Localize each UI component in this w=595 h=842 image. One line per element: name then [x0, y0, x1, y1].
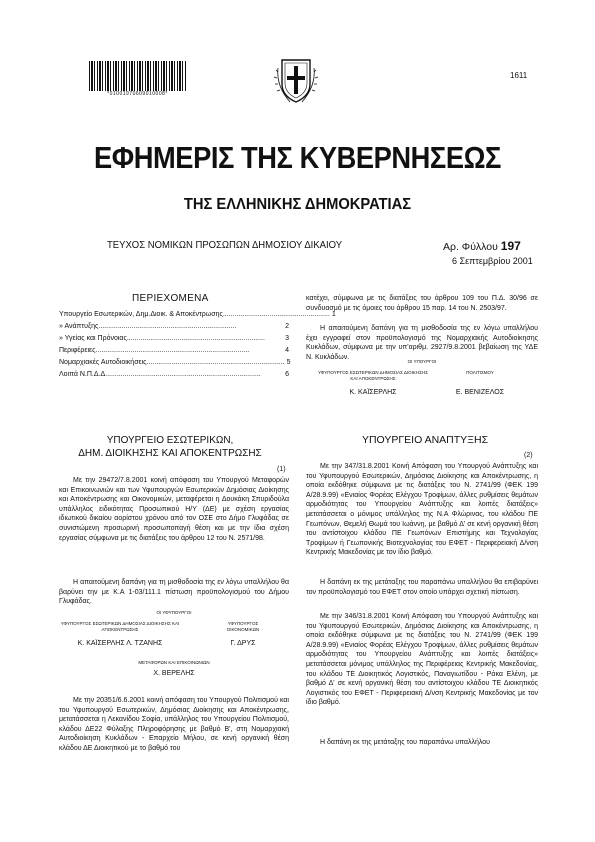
issue-label: Αρ. Φύλλου — [443, 241, 498, 253]
toc-item: Λοιπά Ν.Π.Δ.Δ. ............................................................................... 6 — [59, 371, 289, 378]
paragraph: Η δαπάνη εκ της μετάταξης του παραπάνω υπαλλήλου — [320, 739, 490, 746]
issue-number — [443, 239, 521, 253]
signature-heading: ΟΙ ΥΦΥΠΟΥΡΓΟΙ — [156, 610, 192, 615]
signature-name: Κ. ΚΑΪΣΕΡΛΗΣ Λ. ΤΖΑΝΗΣ — [77, 640, 163, 647]
paragraph: κατέχει, σύμφωνα με τις διατάξεις του άρθρου 109 του Π.Δ. 30/96 σε συνδυασμό με τις όμοιες του άρθρου 15 παρ. 14 του Ν. 2503/97. — [306, 295, 538, 312]
issue-number-value: 197 — [500, 239, 521, 253]
section-title-development: ΥΠΟΥΡΓΕΙΟ ΑΝΑΠΤΥΞΗΣ — [361, 434, 489, 446]
paragraph: Με την 347/31.8.2001 Κοινή Απόφαση του Υπουργού Ανάπτυξης και του Υφυπουργού Εσωτερικών, Δημόσιας Διοίκησης και Αποκέντρωσης, η οποία εκδόθηκε σύμφωνα με τις διατάξεις του Ν. 2741/99 (ΦΕΚ 199 Α/28.9.99) «Ενιαίος Φορέας Ελέγχου Τροφίμων, άλλες ρυθμίσεις θεμάτων αρμοδιότητας του Υπουργείου Ανάπτυξης και λοιπές διατάξεις» μετατάσσεται ο μόνιμος υπάλληλος της Ν.Α Φλώρινας, του κλάδου ΠΕ Γεωπόνων, Θεμελή Θωμά του Ιωάννη, με βαθμό Δ' σε κενή οργανική θέση του αντίστοιχου κλάδου ΠΕ Γεωπόνων Επιστήμης και Τεχνολογίας Τροφίμων ή Γεωπονικής Βιοτεχνολογίας του ΕΦΕΤ - Περιφερειακή Δ/νση Κεντρικής Μακεδονίας με τον ίδιο βαθμό. — [306, 463, 538, 557]
signature-name: Κ. ΚΑΪΣΕΡΛΗΣ — [349, 389, 397, 396]
toc-list — [59, 309, 336, 381]
coat-of-arms-icon — [276, 58, 316, 104]
paragraph: Με την 346/31.8.2001 Κοινή Απόφαση του Υπουργού Ανάπτυξης και του Υφυπουργού Εσωτερικών, Δημόσιας Διοίκησης και Αποκέντρωσης, η οποία εκδόθηκε σύμφωνα με τις διατάξεις του Ν. 2741/99 (ΦΕΚ 199 Α/28.9.99) «Ενιαίος Φορέας Ελέγχου Τροφίμων, άλλες ρυθμίσεις θεμάτων αρμοδιότητας του Υπουργείου Ανάπτυξης και λοιπές διατάξεις» μετατάσσεται μόνιμος υπάλληλος της Περιφέρειας Κεντρικής Μακεδονίας, του κλάδου ΤΕ Διοικητικός Λογιστικός, Παναγιωτίδου - Ράκα Ελένη, με βαθμό Δ' σε κενή οργανική θέση του αντίστοιχου κλάδου ΤΕ Διοικητικός Λογιστικός του ΕΦΕΤ - Περιφερειακή Δ/νση Κεντρικής Μακεδονίας με τον ίδιο βαθμό. — [306, 613, 538, 707]
toc-item: Περιφέρειες ............................................................................... 4 — [59, 347, 289, 354]
gazette-subtitle: ΤΗΣ ΕΛΛΗΝΙΚΗΣ ΔΗΜΟΚΡΑΤΙΑΣ — [183, 196, 412, 213]
toc-item: » Ανάπτυξης ....................................................................... 2 — [59, 323, 289, 330]
paragraph: Με την 29472/7.8.2001 κοινή απόφαση του Υπουργού Μεταφορών και Επικοινωνιών και των Υφυπουργών Εσωτερικών Δημόσιας Διοίκησης και Αποκέντρωσης και Οικονομικών, μεταφέρεται η Δουκάκη Σπυριδούλα υπάλληλος ειδικότητας Προσωπικού Η/Υ (ΔΕ) με σχέση εργασίας ιδιωτικού δικαίου αορίστου χρόνου από τον ΟΣΕ στο Δήμο Γλυφάδας σε συνιστώμενη προσωρινή προσωποπαγή θέση και με την ίδια σχέση εργασίας σύμφωνα με τις διατάξεις του άρθρου 12 του Ν. 2571/98. — [59, 477, 289, 542]
signature-role: ΥΦΥΠΟΥΡΓΟΣ ΟΙΚΟΝΟΜΙΚΩΝ — [226, 621, 260, 632]
signature-name: Χ. ΒΕΡΕΛΗΣ — [153, 670, 195, 677]
item-number: (1) — [277, 466, 286, 473]
toc-item: » Υγείας και Πρόνοιας ....................................................................... 3 — [59, 335, 289, 342]
barcode — [89, 61, 186, 91]
signature-role: ΥΦΥΠΟΥΡΓΟΣ ΕΣΩΤΕΡΙΚΩΝ ΔΗΜΟΣΙΑΣ ΔΙΟΙΚΗΣΗΣ ΚΑΙ ΑΠΟΚΕΝΤΡΩΣΗΣ — [60, 621, 180, 632]
issue-date: 6 Σεπτεμβρίου 2001 — [452, 256, 533, 266]
issue-type: ΤΕΥΧΟΣ ΝΟΜΙΚΩΝ ΠΡΟΣΩΠΩΝ ΔΗΜΟΣΙΟΥ ΔΙΚΑΙΟΥ — [107, 240, 343, 251]
toc-item: Νομαρχιακές Αυτοδιοικήσεις ....................................................................... 5 — [59, 359, 291, 366]
signature-role: ΜΕΤΑΦΟΡΩΝ ΚΑΙ ΕΠΙΚΟΙΝΩΝΙΩΝ — [138, 660, 210, 665]
signature-role: ΥΦΥΠΟΥΡΓΟΣ ΕΣΩΤΕΡΙΚΩΝ ΔΗΜΟΣΙΑΣ ΔΙΟΙΚΗΣΗΣ ΚΑΙ ΑΠΟΚΕΝΤΡΩΣΗΣ — [318, 370, 428, 381]
barcode-number: *01001970609010008* — [107, 91, 168, 97]
signature-heading: ΟΙ ΥΠΟΥΡΓΟΙ — [407, 359, 437, 364]
signature-role: ΠΟΛΙΤΙΣΜΟΥ — [466, 370, 494, 375]
paragraph: Η απαιτούμενη δαπάνη για τη μισθοδοσία της εν λόγω υπαλλήλου έχει εγγραφεί στον προϋπολογισμό της Νομαρχιακής Αυτοδιοίκησης Κυκλάδων, σύμφωνα με την υπ'αριθμ. 2927/9.8.2001 βεβαίωση της ΥΔΕ Ν. Κυκλάδων. — [306, 325, 538, 361]
gazette-title: ΕΦΗΜΕΡΙΣ ΤΗΣ ΚΥΒΕΡΝΗΣΕΩΣ — [94, 140, 501, 175]
paragraph: Η απαιτούμενη δαπάνη για τη μισθοδοσία της εν λόγω υπαλλήλου θα βαρύνει την με Κ.Α 1-03/111.1 πίστωση προϋπολογισμού του Δήμου Γλυφάδας. — [59, 579, 289, 606]
toc-item: Υπουργείο Εσωτερικών, Δημ.Διοικ. & Αποκέντρωσης ....................................................... 1 — [59, 311, 336, 318]
item-number: (2) — [524, 452, 533, 459]
toc-heading: ΠΕΡΙΕΧΟΜΕΝΑ — [132, 293, 209, 304]
paragraph: Με την 20351/6.6.2001 κοινή απόφαση του Υπουργού Πολιτισμού και του Υφυπουργού Εσωτερικών, Δημόσιας Διοίκησης και Αποκέντρωσης, μετατάσσεται η Λεκανίδου Σοφία, υπάλληλος του Υπουργείου Πολιτισμού, κλάδου ΔΕ22 Φύλαξης Πληροφόρησης με βαθμό Β', στη Νομαρχιακή Αυτοδιοίκηση Κυκλάδων - Επαρχείο Μήλου, σε κενή οργανική θέση κλάδου ΔΕ Διοικητικού με το βαθμό του — [59, 697, 289, 752]
paragraph: Η δαπάνη εκ της μετάταξης του παραπάνω υπαλλήλου θα επιβαρύνει τον προϋπολογισμό του ΕΦΕΤ στον οποίο υπάρχει σχετική πίστωση. — [306, 579, 538, 596]
signature-name: Ε. ΒΕΝΙΖΕΛΟΣ — [455, 389, 505, 396]
section-title-interior: ΥΠΟΥΡΓΕΙΟ ΕΣΩΤΕΡΙΚΩΝ, ΔΗΜ. ΔΙΟΙΚΗΣΗΣ ΚΑΙ ΑΠΟΚΕΝΤΡΩΣΗΣ — [78, 434, 262, 459]
signature-name: Γ. ΔΡΥΣ — [230, 640, 256, 647]
page-number: 1611 — [510, 71, 528, 80]
